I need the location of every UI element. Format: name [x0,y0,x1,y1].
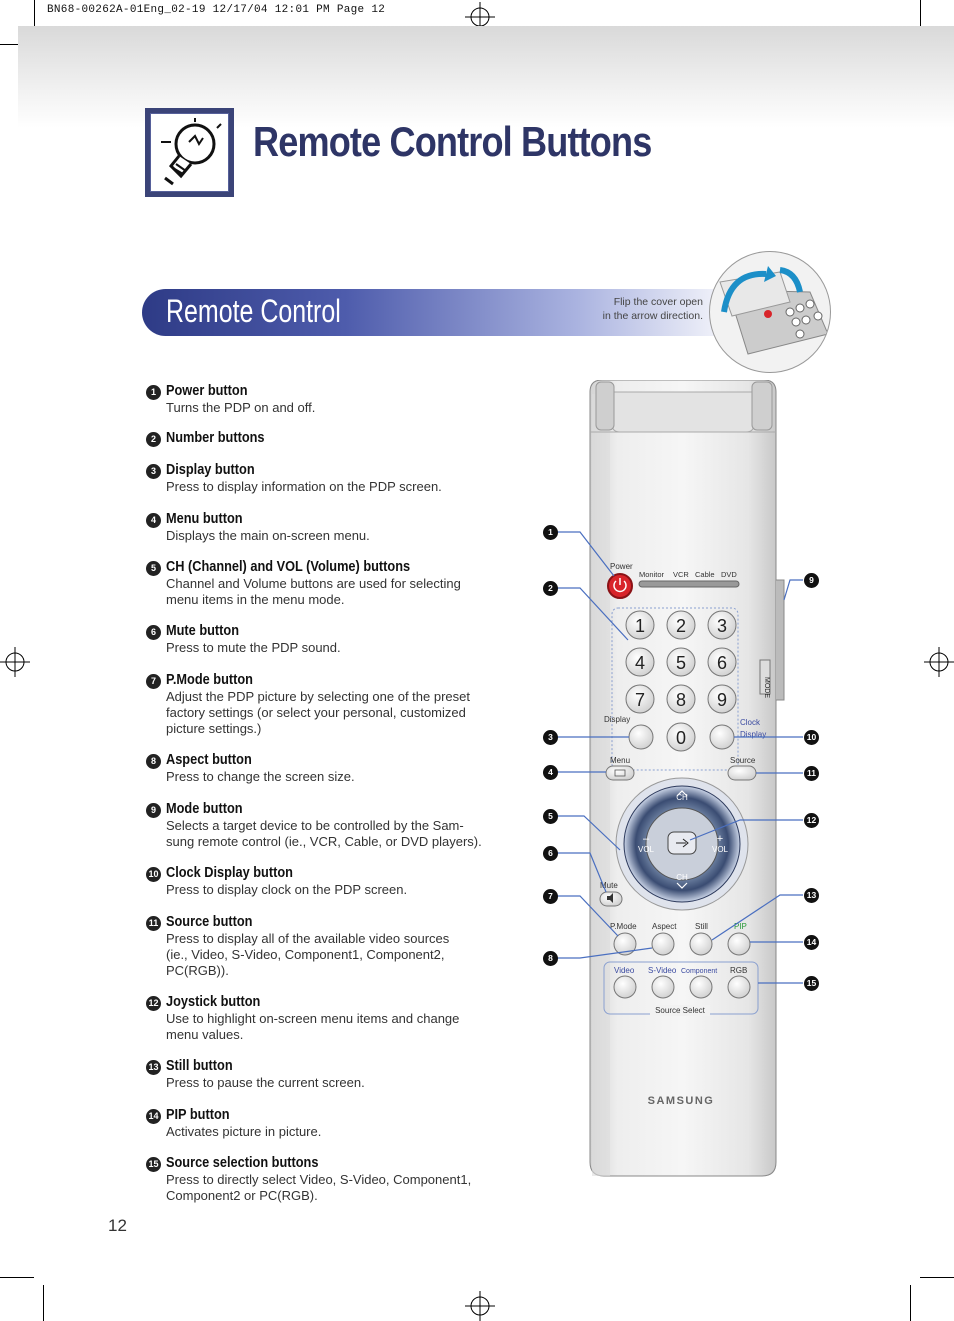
digit-5-label: 5 [675,653,687,673]
rgb-source-button[interactable] [728,976,750,998]
item-desc: Press to display all of the available video sources (ie., Video, S-Video, Component1, Component2, PC(RGB)). [166,931,450,978]
still-button[interactable] [690,933,712,955]
callout-6: 6 [543,846,558,861]
list-item [146,913,526,979]
item-desc: Press to display clock on the PDP screen. [166,882,408,897]
remote-label-clock: Clock [740,718,761,727]
item-title: Joystick button [166,994,261,1010]
callout-15: 15 [804,976,819,991]
item-number: 4 [146,513,161,528]
remote-label-power: Power [610,562,633,571]
flip-note [560,295,703,323]
list-item [146,671,526,737]
item-desc: Press to change the screen size. [166,769,355,784]
digit-4-label: 4 [634,653,646,673]
registration-mark [0,647,30,677]
lightbulb-icon [151,114,228,191]
item-desc: Channel and Volume buttons are used for selecting menu items in the menu mode. [166,576,461,607]
item-title: Source selection buttons [166,1155,319,1171]
callout-14: 14 [804,935,819,950]
list-item [146,800,526,850]
callout-1: 1 [543,525,558,540]
remote-label-mute: Mute [600,881,618,890]
clock-display-button[interactable] [710,725,734,749]
samsung-logo: SAMSUNG [647,1095,715,1107]
mode-label-monitor: Monitor [639,570,665,579]
remote-label-vol-down: VOL [637,845,655,854]
item-desc: Press to pause the current screen. [166,1075,365,1090]
registration-mark [465,1291,495,1321]
item-number: 12 [146,996,161,1011]
remote-label-vol-up: VOL [711,845,729,854]
digit-1-label: 1 [634,616,646,636]
remote-label-pip: PIP [734,922,747,931]
digit-9-label: 9 [716,690,728,710]
video-source-button[interactable] [614,976,636,998]
remote-label-display: Display [604,715,631,724]
list-item [146,1057,526,1091]
vol-minus-label: – [642,833,650,845]
list-item [146,429,526,447]
component-source-button[interactable] [690,976,712,998]
callout-2: 2 [543,581,558,596]
button-description-list [146,382,526,1204]
digit-3-label: 3 [716,616,728,636]
list-item [146,461,526,495]
print-slug: BN68-00262A-01Eng_02-19 12/17/04 12:01 PM Page 12 [47,4,386,16]
callout-12: 12 [804,813,819,828]
remote-label-aspect: Aspect [652,922,677,931]
item-number: 1 [146,385,161,400]
mode-label-dvd: DVD [721,570,737,579]
item-number: 2 [146,432,161,447]
list-item [146,864,526,898]
callout-5: 5 [543,809,558,824]
svideo-source-button[interactable] [652,976,674,998]
remote-label-ch-down: CH [676,873,688,882]
mode-label-vcr: VCR [673,570,689,579]
item-desc: Press to display information on the PDP screen. [166,479,442,494]
remote-label-menu: Menu [610,756,631,765]
remote-label-source: Source [730,756,756,765]
mode-switch-label: MODE [763,677,770,698]
list-item [146,751,526,785]
item-number: 3 [146,464,161,479]
item-title: Source button [166,914,253,930]
crop-mark [920,1277,954,1278]
remote-label-clock-display: Display [740,730,767,739]
callout-11: 11 [804,766,819,781]
flip-note-line-1: Flip the cover open [613,296,703,308]
vol-plus-label: + [716,833,724,845]
list-item [146,622,526,656]
crop-mark [43,1285,44,1321]
item-number: 10 [146,867,161,882]
pip-button[interactable] [728,933,750,955]
list-item [146,510,526,544]
digit-6-label: 6 [716,653,728,673]
flip-note-line-2: in the arrow direction. [602,310,703,322]
item-number: 8 [146,754,161,769]
item-desc: Selects a target device to be controlled by the Sam- sung remote control (ie., VCR, Cable, or DVD players). [166,818,482,849]
remote-label-still: Still [695,922,708,931]
list-item [146,1106,526,1140]
item-number: 7 [146,674,161,689]
list-item [146,558,526,608]
item-number: 11 [146,916,161,931]
item-title: Menu button [166,511,243,527]
item-title: Aspect button [166,752,252,768]
digit-8-label: 8 [675,690,687,710]
item-number: 13 [146,1060,161,1075]
item-desc: Press to mute the PDP sound. [166,640,341,655]
item-desc: Adjust the PDP picture by selecting one of the preset factory settings (or select your personal, customized picture settings.) [166,689,470,736]
remote-label-ch-up: CH [676,793,688,802]
item-number: 6 [146,625,161,640]
digit-7-label: 7 [634,690,646,710]
power-button[interactable] [608,574,632,598]
registration-mark [924,647,954,677]
page-title: Remote Control Buttons [253,118,652,165]
callout-13: 13 [804,888,819,903]
remote-label-rgb: RGB [730,966,748,975]
aspect-button[interactable] [652,933,674,955]
item-title: Display button [166,462,255,478]
digit-0-label: 0 [675,728,687,748]
display-button[interactable] [629,725,653,749]
item-title: Clock Display button [166,865,293,881]
list-item [146,1154,526,1204]
digit-2-label: 2 [675,616,687,636]
callout-9: 9 [804,573,819,588]
item-desc: Turns the PDP on and off. [166,400,316,415]
remote-control-illustration [540,380,840,1180]
menu-button[interactable] [606,766,634,780]
item-number: 9 [146,803,161,818]
item-title: Mode button [166,801,243,817]
callout-4: 4 [543,765,558,780]
item-desc: Press to directly select Video, S-Video, Component1, Component2 or PC(RGB). [166,1172,472,1203]
item-title: P.Mode button [166,672,253,688]
item-title: Still button [166,1058,233,1074]
list-item [146,993,526,1043]
section-title: Remote Control [166,293,341,329]
remote-label-pmode: P.Mode [610,922,637,931]
item-number: 14 [146,1109,161,1124]
item-title: CH (Channel) and VOL (Volume) buttons [166,559,411,575]
page-number: 12 [108,1216,127,1235]
crop-mark [910,1285,911,1321]
callout-8: 8 [543,951,558,966]
mode-label-cable: Cable [695,570,715,579]
item-desc: Displays the main on-screen menu. [166,528,370,543]
remote-label-svideo: S-Video [648,966,677,975]
item-number: 15 [146,1157,161,1172]
item-number: 5 [146,561,161,576]
remote-label-component: Component [681,968,718,975]
remote-label-source-select: Source Select [655,1006,705,1015]
list-item [146,382,526,416]
flip-cover-illustration [709,251,831,373]
callout-7: 7 [543,889,558,904]
remote-label-video: Video [614,966,635,975]
source-button[interactable] [728,766,756,780]
item-title: Mute button [166,623,239,639]
item-title: PIP button [166,1107,230,1123]
callout-10: 10 [804,730,819,745]
item-desc: Use to highlight on-screen menu items and change menu values. [166,1011,460,1042]
crop-mark [0,1277,34,1278]
item-title: Power button [166,383,248,399]
item-title: Number buttons [166,430,265,446]
callout-3: 3 [543,730,558,745]
item-desc: Activates picture in picture. [166,1124,322,1139]
